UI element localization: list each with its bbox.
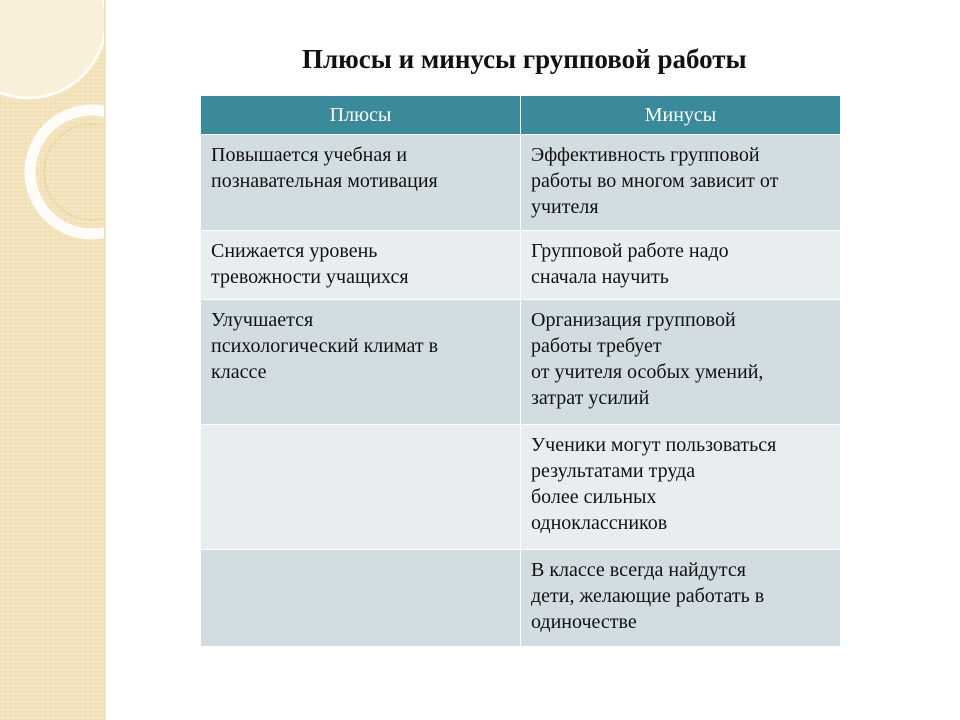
pros-cell	[201, 425, 521, 550]
decorative-side-panel	[0, 0, 104, 720]
table-row	[201, 550, 841, 647]
pros-cons-table	[200, 95, 841, 647]
pros-cell: Снижается уровень тревожности учащихся	[201, 231, 521, 300]
header-cons: Минусы	[521, 96, 841, 135]
pros-cell: Повышается учебная и познавательная мотивация	[201, 135, 521, 231]
decorative-inner-ring	[44, 124, 104, 220]
pros-cell: Улучшается психологический климат в классе	[201, 300, 521, 425]
cons-cell: Групповой работе надо сначала научить	[521, 231, 841, 300]
page-title: Плюсы и минусы групповой работы	[302, 44, 747, 74]
pros-cell	[201, 550, 521, 647]
cons-cell: Ученики могут пользоваться результатами труда более сильных одноклассников	[521, 425, 841, 550]
table-row	[201, 425, 841, 550]
table-row	[201, 135, 841, 231]
table-header-row	[201, 96, 841, 135]
cons-cell: Организация групповой работы требует от учителя особых умений, затрат усилий	[521, 300, 841, 425]
table-row	[201, 300, 841, 425]
header-pros: Плюсы	[201, 96, 521, 135]
side-panel-edge	[104, 0, 107, 720]
cons-cell: В классе всегда найдутся дети, желающие работать в одиночестве	[521, 550, 841, 647]
decorative-large-circle	[0, 0, 104, 98]
table-row	[201, 231, 841, 300]
decorative-rings	[0, 0, 104, 720]
cons-cell: Эффективность групповой работы во многом зависит от учителя	[521, 135, 841, 231]
decorative-ring	[30, 110, 104, 234]
